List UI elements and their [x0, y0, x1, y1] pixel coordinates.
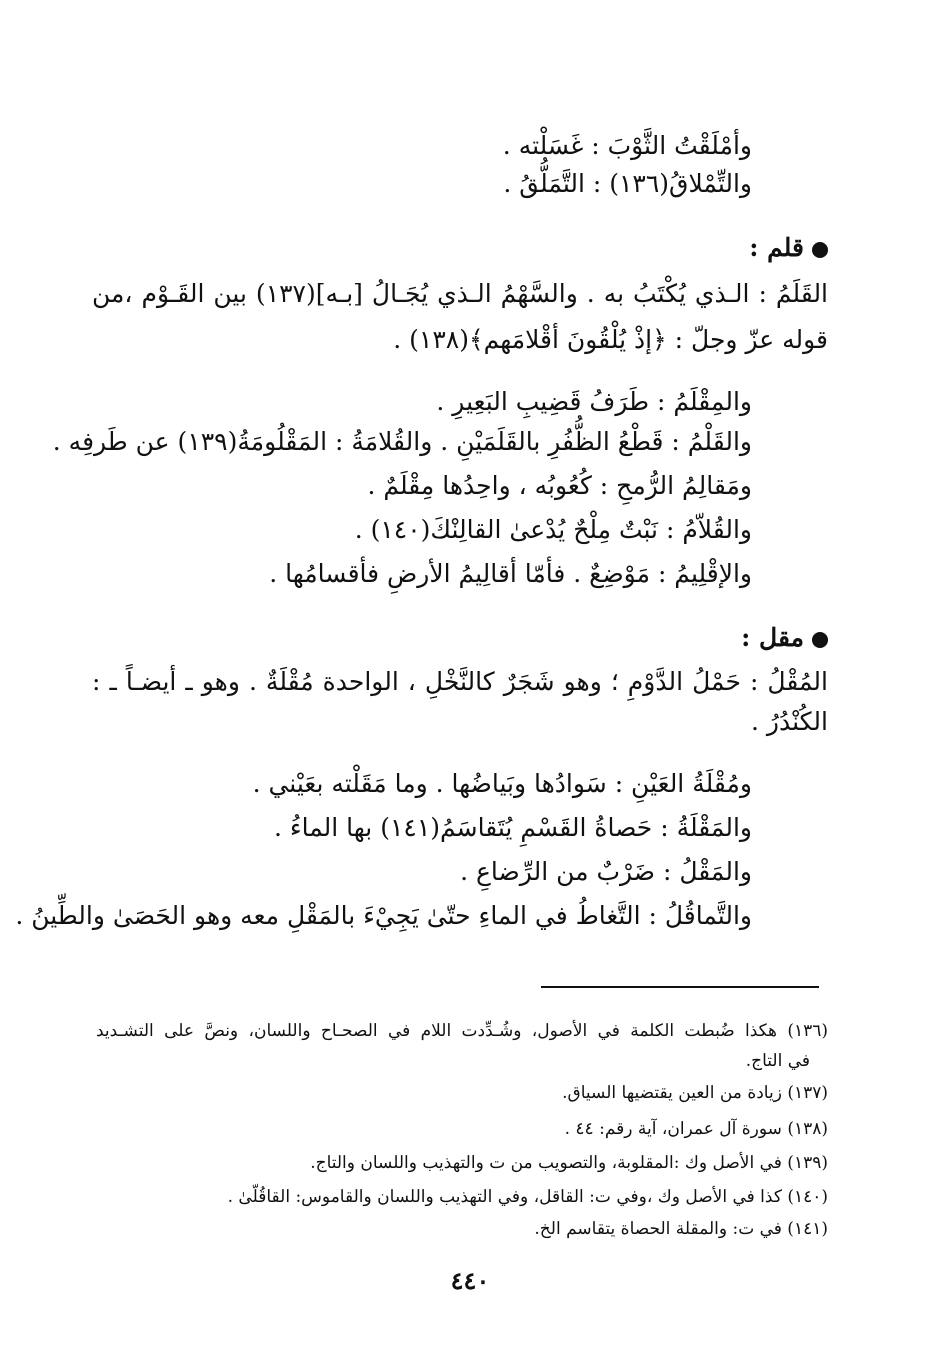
- section-heading-text: قلم :: [749, 233, 804, 262]
- entry-timlaq: والتِّمْلاقُ(١٣٦) : التَّمَلُّقُ .: [503, 169, 752, 198]
- footnote-136-line2: في التاج.: [745, 1051, 810, 1071]
- paragraph-maql-line1: المُقْلُ : حَمْلُ الدَّوْمِ ؛ وهو شَجَرٌ كالنَّخْلِ ، الواحدة مُقْلَةٌ . وهو ـ أيضـاً ـ :: [92, 667, 828, 696]
- section-heading-qalam: [749, 230, 828, 266]
- entry-tamaqul: والتَّماقُلُ : التَّغاطُ في الماءِ حتّىٰ يَجِيْءَ بالمَقْلِ معه وهو الحَصَىٰ والطِّينُ .: [15, 901, 752, 930]
- bullet-icon: [812, 242, 828, 258]
- footnote-divider: [541, 986, 819, 988]
- entry-qalm: والقَلْمُ : قَطْعُ الظُّفُرِ بالقَلَمَيْنِ . والقُلامَةُ : المَقْلُومَةُ(١٣٩) عن طَرفِه .: [52, 427, 752, 456]
- paragraph-qalam-line2: قوله عزّ وجلّ : ﴿إذْ يُلْقُونَ أقْلامَهم﴾(١٣٨) .: [393, 325, 828, 354]
- section-heading-maql: [741, 620, 828, 656]
- entry-maql: والمَقْلُ : ضَرْبٌ من الرِّضاعِ .: [460, 857, 752, 886]
- footnote-139: (١٣٩) في الأصل وك :المقلوبة، والتصويب من ت والتهذيب واللسان والتاج.: [310, 1153, 828, 1173]
- entry-miqlam: والمِقْلَمُ : طَرَفُ قَضِيبِ البَعِيرِ .: [436, 387, 752, 416]
- footnote-138: (١٣٨) سورة آل عمران، آية رقم: ٤٤ .: [564, 1119, 828, 1139]
- footnote-137: (١٣٧) زيادة من العين يقتضيها السياق.: [562, 1083, 828, 1103]
- entry-muqlat-al-ayn: ومُقْلَةُ العَيْنِ : سَوادُها وبَياضُها . وما مَقَلْته بعَيْني .: [252, 769, 752, 798]
- entry-iqlim: والإقْلِيمُ : مَوْضِعٌ . فأمّا أقالِيمُ الأرضِ فأقسامُها .: [269, 559, 752, 588]
- footnote-136-line1: (١٣٦) هكذا ضُبطت الكلمة في الأصول، وشُـدِّدت اللام في الصحـاح واللسان، ونصَّ على التشـديد: [96, 1021, 828, 1041]
- footnote-140: (١٤٠) كذا في الأصل وك ،وفي ت: القاقل، وفي التهذيب واللسان والقاموس: القاقُلّىٰ .: [227, 1187, 828, 1207]
- entry-maqalim: ومَقالِمُ الرُّمحِ : كُعُوبُه ، واحِدُها مِقْلَمٌ .: [367, 471, 752, 500]
- page-number: ٤٤٠: [450, 1266, 490, 1295]
- entry-amlaqtu: وأمْلَقْتُ الثَّوْبَ : غَسَلْته .: [502, 131, 752, 160]
- paragraph-maql-line2: الكُنْدُرُ .: [750, 707, 828, 736]
- footnote-141: (١٤١) في ت: والمقلة الحصاة يتقاسم الخ.: [534, 1219, 828, 1239]
- entry-qullam: والقُلاّمُ : نَبْتٌ مِلْحٌ يُدْعىٰ القالِنْكَ(١٤٠) .: [354, 515, 752, 544]
- paragraph-qalam-line1: القَلَمُ : الـذي يُكْتَبُ به . والسَّهْمُ الـذي يُجَـالُ [بـه](١٣٧) بين القَـوْم ،من: [92, 279, 829, 308]
- entry-maqlah: والمَقْلَةُ : حَصاةُ القَسْمِ يُتَقاسَمُ(١٤١) بها الماءُ .: [273, 813, 752, 842]
- section-heading-text: مقل :: [741, 623, 804, 652]
- bullet-icon: [812, 632, 828, 648]
